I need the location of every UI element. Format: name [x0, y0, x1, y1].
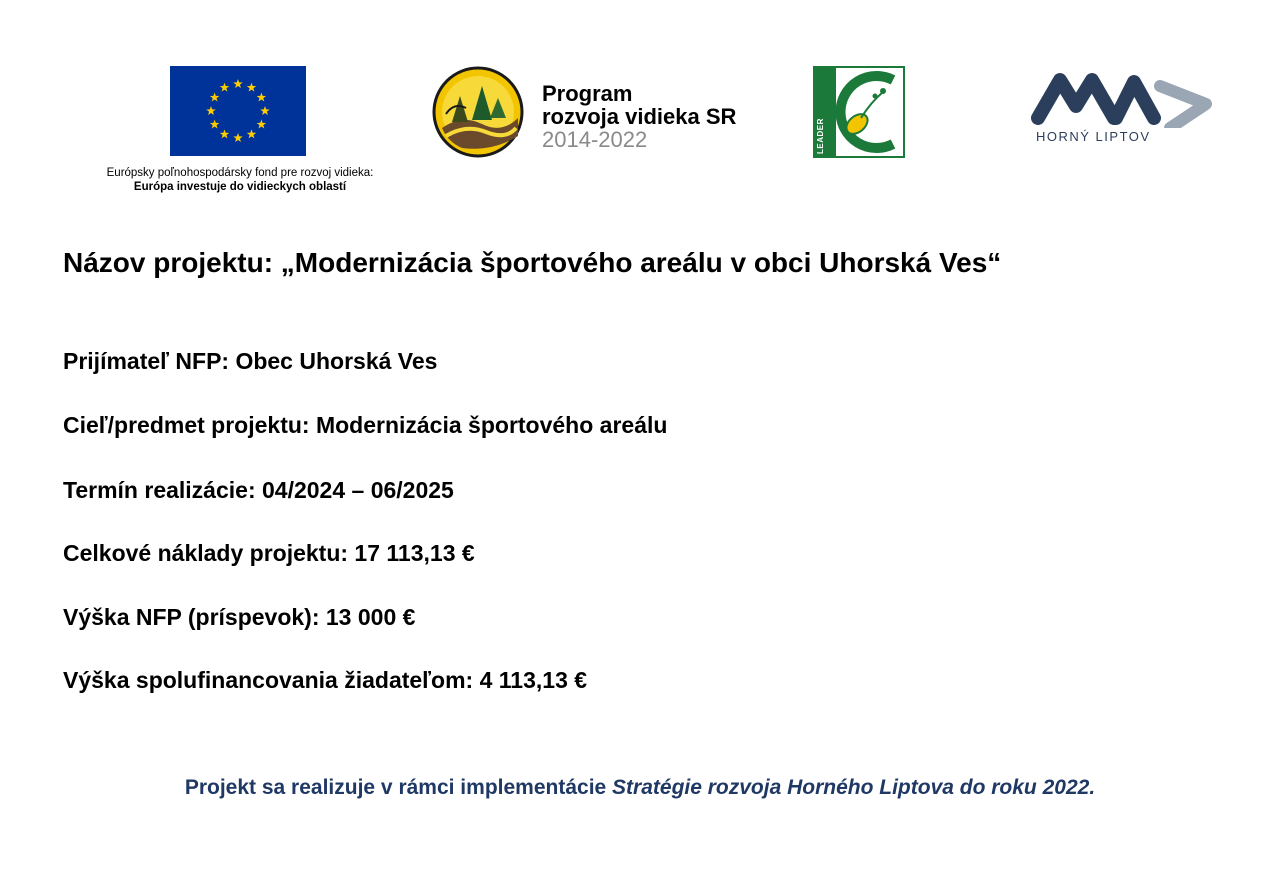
footer-strategy: Stratégie rozvoja Horného Liptova do roku 2022. — [612, 776, 1096, 799]
project-title: Názov projektu: „Modernizácia športového areálu v obci Uhorská Ves“ — [63, 247, 1002, 278]
eu-star-icon — [247, 83, 257, 92]
prv-line1: Program — [542, 81, 633, 106]
eu-star-icon — [220, 129, 230, 138]
eu-star-icon — [206, 106, 216, 115]
eu-star-icon — [220, 83, 230, 92]
leader-label: LEADER — [816, 118, 825, 154]
eu-star-icon — [233, 79, 243, 88]
eu-star-icon — [247, 129, 257, 138]
logo-row — [0, 0, 1280, 210]
term-line: Termín realizácie: 04/2024 – 06/2025 — [63, 477, 454, 503]
leader-logo — [813, 66, 905, 158]
prv-logo — [432, 66, 792, 161]
nfp-line: Výška NFP (príspevok): 13 000 € — [63, 604, 416, 630]
footer-note — [0, 773, 1280, 803]
mas-subtitle: HORNÝ LIPTOV — [1036, 129, 1151, 144]
eu-star-icon — [210, 93, 220, 102]
eu-caption-line1: Európsky poľnohospodársky fond pre rozvoj vidieka: — [106, 167, 374, 179]
prv-text — [542, 82, 736, 151]
cofinancing-line: Výška spolufinancovania žiadateľom: 4 113,13 € — [63, 667, 588, 693]
mas-logo — [1020, 66, 1220, 166]
recipient-line: Prijímateľ NFP: Obec Uhorská Ves — [63, 348, 438, 374]
eu-caption — [60, 166, 420, 194]
prv-line2: rozvoja vidieka SR — [542, 104, 737, 129]
eu-star-icon — [260, 106, 270, 115]
footer-text: Projekt sa realizuje v rámci implementácie — [184, 776, 613, 799]
eu-star-icon — [257, 93, 267, 102]
eu-flag-icon — [170, 66, 306, 156]
eu-caption-line2: Európa investuje do vidieckych oblastí — [133, 181, 347, 193]
eu-star-icon — [233, 133, 243, 142]
goal-line: Cieľ/predmet projektu: Modernizácia športového areálu — [63, 412, 668, 438]
eu-logo — [60, 66, 420, 206]
prv-years: 2014-2022 — [542, 127, 648, 152]
eu-star-icon — [210, 120, 220, 129]
total-cost-line: Celkové náklady projektu: 17 113,13 € — [63, 540, 475, 566]
eu-star-icon — [257, 120, 267, 129]
prv-emblem-icon — [432, 66, 524, 158]
